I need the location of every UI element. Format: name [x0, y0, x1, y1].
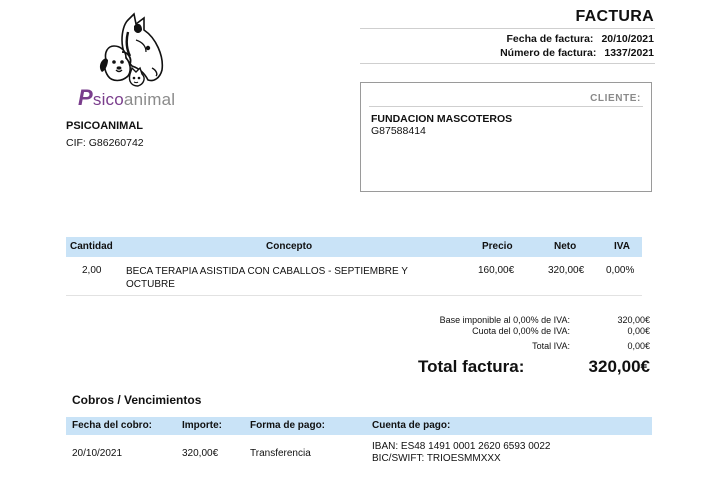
- payment-bic: BIC/SWIFT: TRIOESMMXXX: [372, 453, 501, 464]
- client-name: FUNDACION MASCOTEROS: [371, 113, 513, 125]
- client-label: CLIENTE:: [590, 93, 641, 104]
- client-divider: [369, 106, 643, 107]
- items-table-bottom-rule: [66, 295, 642, 296]
- table-row: [66, 262, 642, 294]
- header-vat: IVA: [614, 241, 630, 252]
- header-qty: Cantidad: [70, 241, 113, 252]
- payment-header-account: Cuenta de pago:: [372, 420, 451, 431]
- item-net: 320,00€: [548, 265, 585, 276]
- client-nif: G87588414: [371, 125, 426, 137]
- base-imponible-value: 320,00€: [617, 315, 650, 325]
- payment-header-date: Fecha del cobro:: [72, 420, 153, 431]
- brand-wordmark-animal: animal: [123, 90, 176, 109]
- header-divider-bottom: [360, 63, 655, 64]
- item-concept: BECA TERAPIA ASISTIDA CON CABALLOS - SEPTIEMBRE Y OCTUBRE: [126, 266, 408, 290]
- item-price: 160,00€: [478, 265, 515, 276]
- issuer-name: PSICOANIMAL: [66, 120, 143, 132]
- payment-date: 20/10/2021: [72, 448, 123, 459]
- invoice-date-label: Fecha de factura:: [506, 33, 594, 45]
- vat-total-value: 0,00€: [627, 341, 650, 351]
- payment-amount: 320,00€: [182, 448, 219, 459]
- vat-total-label: Total IVA:: [532, 341, 570, 351]
- items-table-header: [66, 237, 642, 257]
- payment-header-method: Forma de pago:: [250, 420, 326, 431]
- item-vat: 0,00%: [606, 265, 635, 276]
- payment-header-amount: Importe:: [182, 420, 222, 431]
- payment-method: Transferencia: [250, 448, 311, 459]
- base-imponible-label: Base imponible al 0,00% de IVA:: [439, 315, 570, 325]
- header-divider-top: [360, 28, 655, 29]
- payment-iban: IBAN: ES48 1491 0001 2620 6593 0022: [372, 441, 551, 452]
- payments-title: Cobros / Vencimientos: [72, 393, 202, 407]
- vat-quota-label: Cuota del 0,00% de IVA:: [472, 326, 570, 336]
- payment-row: [66, 440, 652, 468]
- invoice-number-label: Número de factura:: [500, 47, 597, 59]
- brand-wordmark: [78, 85, 175, 111]
- brand-wordmark-sico: sico: [92, 90, 124, 109]
- header-concept: Concepto: [266, 241, 313, 252]
- payments-table-header: [66, 417, 652, 435]
- invoice-number-row: [500, 47, 654, 59]
- invoice-number-value: 1337/2021: [604, 47, 654, 59]
- header-price: Precio: [482, 241, 513, 252]
- vat-quota-value: 0,00€: [627, 326, 650, 336]
- grand-total-label: Total factura:: [418, 357, 525, 376]
- brand-wordmark-p: P: [78, 85, 93, 110]
- issuer-cif: CIF: G86260742: [66, 137, 144, 149]
- header-net: Neto: [554, 241, 577, 252]
- invoice-date-row: [506, 33, 654, 45]
- invoice-date-value: 20/10/2021: [601, 33, 654, 45]
- client-box: [360, 82, 652, 192]
- item-qty: 2,00: [82, 265, 102, 276]
- document-title: FACTURA: [575, 8, 654, 25]
- grand-total-value: 320,00€: [588, 357, 650, 376]
